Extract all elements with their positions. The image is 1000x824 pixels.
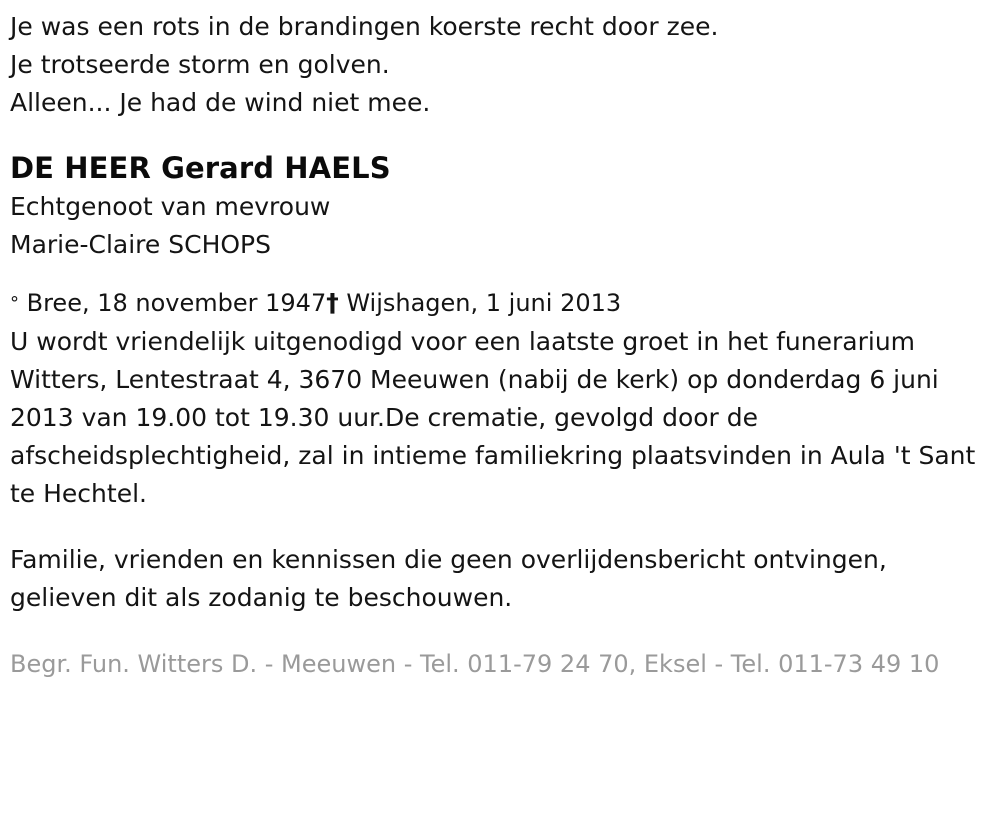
poem-line: Je was een rots in de brandingen koerste recht door zee. — [10, 12, 719, 41]
poem-block — [10, 8, 986, 122]
birth-symbol: ° — [10, 293, 19, 314]
poem-line: Je trotseerde storm en golven. — [10, 50, 390, 79]
birth-death-line — [10, 284, 986, 323]
deceased-name: DE HEER Gerard HAELS — [10, 151, 391, 185]
spacer — [10, 264, 986, 284]
invitation-text: U wordt vriendelijk uitgenodigd voor een laatste groet in het funerarium Witters, Lentestraat 4, 3670 Meeuwen (nabij de kerk) op donderdag 6 juni 2013 van 19.00 tot 19.30 uur.De crematie, gevolgd door de afscheidsplechtigheid, zal in intieme familiekring plaatsvinden in Aula 't Sant te Hechtel. — [10, 327, 976, 508]
birth-info: Bree, 18 november 1947 — [19, 289, 327, 317]
funeral-home-credit: Begr. Fun. Witters D. - Meeuwen - Tel. 011-79 24 70, Eksel - Tel. 011-73 49 10 — [10, 650, 940, 678]
cross-icon: † — [326, 288, 339, 317]
spouse-intro: Echtgenoot van mevrouw — [10, 192, 331, 221]
spouse-name: Marie-Claire SCHOPS — [10, 230, 271, 259]
spacer — [10, 617, 986, 645]
spacer — [10, 513, 986, 541]
spacer — [10, 122, 986, 148]
death-info: Wijshagen, 1 juni 2013 — [338, 289, 622, 317]
general-notice-text: Familie, vrienden en kennissen die geen overlijdensbericht ontvingen, gelieven dit als zodanig te beschouwen. — [10, 545, 887, 612]
poem-line: Alleen... Je had de wind niet mee. — [10, 88, 431, 117]
